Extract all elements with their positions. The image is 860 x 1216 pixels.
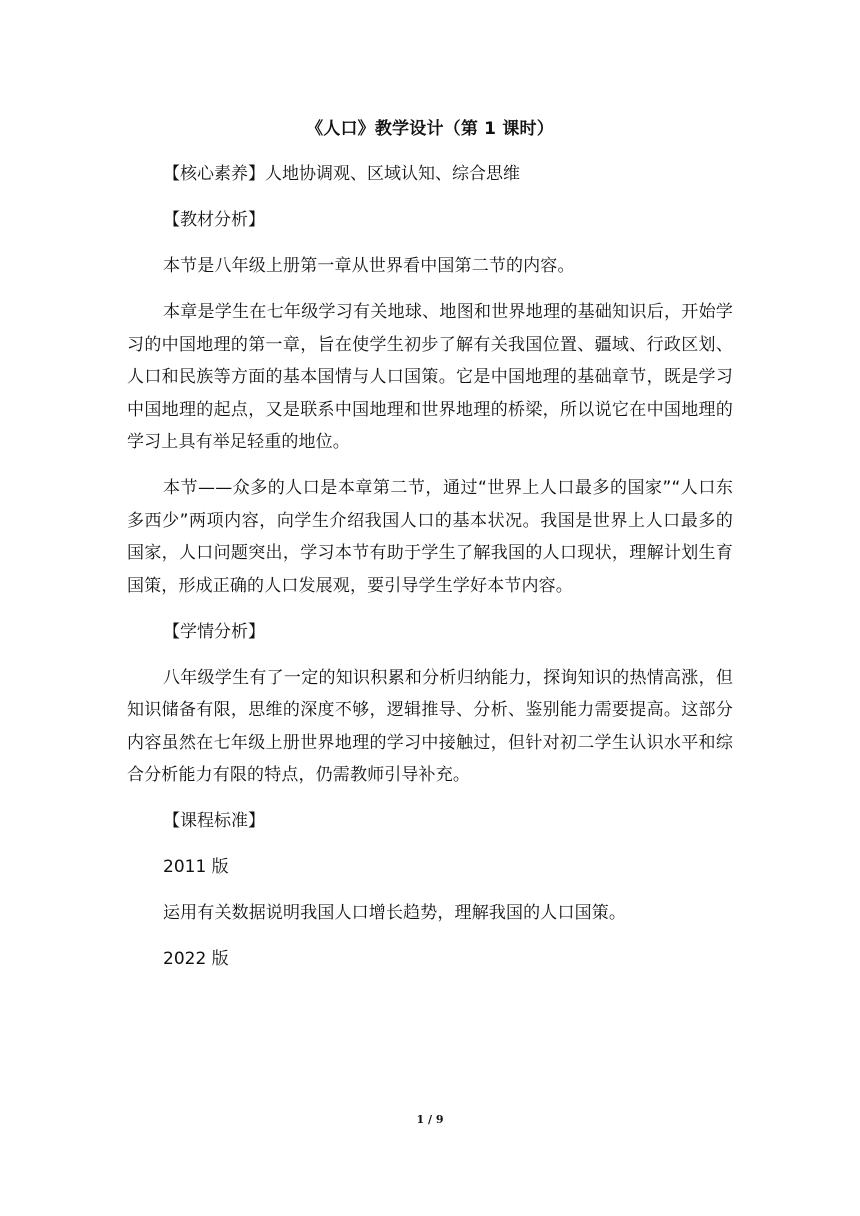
page-number: 1 / 9 bbox=[416, 1113, 444, 1126]
section-heading-textbook-analysis: 【教材分析】 bbox=[163, 210, 265, 230]
core-literacy-line: 【核心素养】人地协调观、区域认知、综合思维 bbox=[163, 164, 520, 184]
paragraph-section-intro: 本节是八年级上册第一章从世界看中国第二节的内容。 bbox=[163, 256, 575, 276]
section-heading-curriculum-standard: 【课程标准】 bbox=[163, 811, 265, 831]
document-body bbox=[127, 158, 733, 989]
standard-version-2022: 2022 版 bbox=[163, 949, 229, 969]
standard-version-2011: 2011 版 bbox=[163, 857, 229, 877]
paragraph-standard-2011: 运用有关数据说明我国人口增长趋势，理解我国的人口国策。 bbox=[163, 903, 627, 923]
section-heading-learner-analysis: 【学情分析】 bbox=[163, 621, 265, 642]
paragraph-section-description: 本节——众多的人口是本章第二节，通过“世界上人口最多的国家”“人口东多西少”两项内容，向学生介绍我国人口的基本状况。我国是世界上人口最多的国家，人口问题突出，学习本节有助于学生了解我国的人口现状，理解计划生育国策，形成正确的人口发展观，要引导学生学好本节内容。 bbox=[127, 478, 733, 596]
document-title: 《人口》教学设计（第 1 课时） bbox=[306, 119, 554, 139]
paragraph-learner-analysis: 八年级学生有了一定的知识积累和分析归纳能力，探询知识的热情高涨，但知识储备有限，思维的深度不够，逻辑推导、分析、鉴别能力需要提高。这部分内容虽然在七年级上册世界地理的学习中接触过，但针对初二学生认识水平和综合分析能力有限的特点，仍需教师引导补充。 bbox=[127, 667, 733, 785]
paragraph-chapter-description: 本章是学生在七年级学习有关地球、地图和世界地理的基础知识后，开始学习的中国地理的第一章，旨在使学生初步了解有关我国位置、疆域、行政区划、人口和民族等方面的基本国情与人口国策。它是中国地理的基础章节，既是学习中国地理的起点，又是联系中国地理和世界地理的桥梁，所以说它在中国地理的学习上具有举足轻重的地位。 bbox=[127, 302, 733, 452]
